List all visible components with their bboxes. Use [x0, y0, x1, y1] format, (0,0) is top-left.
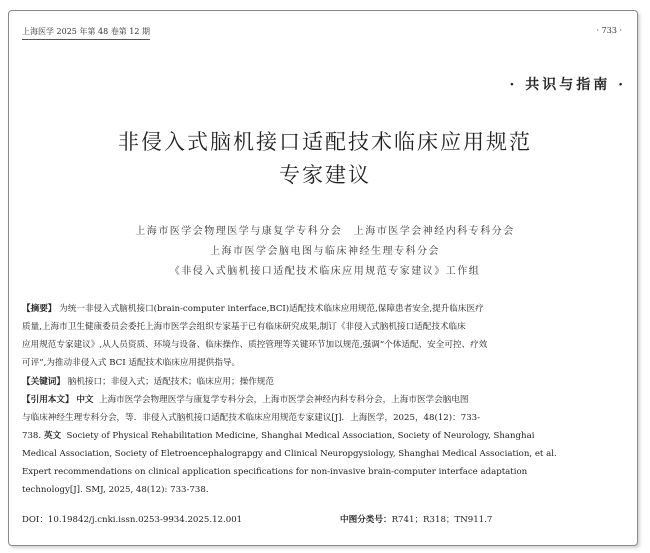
citation: 【引用本文】 中文 上海市医学会物理医学与康复学专科分会，上海市医学会神经内科专科分会，上海市医学会脑电图 与临床神经生理专科分会，等．非侵入式脑机接口适配技术临床应用规范专家建议[J]．上海医学，2025，48(12)：733- 738. 英文 Society of Physical Rehabilitation Medicine, Shanghai Medical Association, Society of Neurology, Shanghai Medical Association, Society of Eletroencephalograpgy and Clinical Neuropgysiology, Shanghai Medical Association, et al. Expert recommendations on clinical application specifications for non-invasive brain-computer interface adaptation technology[J]. SMJ, 2025, 48(12): 733-738.	[22, 391, 632, 499]
author-line-1: 上海市医学会物理医学与康复学专科分会 上海市医学会神经内科专科分会	[135, 226, 515, 237]
article-title-line-1: 非侵入式脑机接口适配技术临床应用规范	[118, 130, 532, 154]
keywords-label: 【关键词】	[22, 377, 65, 387]
journal-header: 上海医学 2025 年第 48 卷第 12 期	[22, 26, 150, 40]
clc-number	[340, 513, 492, 525]
clc-value: R741；R318；TN911.7	[391, 515, 493, 525]
page-number: · 733 ·	[596, 26, 622, 35]
doi: DOI：10.19842/j.cnki.issn.0253-9934.2025.12.001	[22, 515, 243, 525]
citation-line: technology[J]. SMJ, 2025, 48(12): 733-738.	[22, 485, 209, 495]
author-line-2: 上海市医学会脑电图与临床神经生理专科分会	[210, 246, 440, 257]
abstract	[22, 300, 632, 372]
clc-label: 中图分类号：	[340, 515, 392, 525]
citation-line: 738. 英文 Society of Physical Rehabilitation Medicine, Shanghai Medical Association, Society of Neurology, Shanghai	[22, 431, 535, 441]
keywords-text: 脑机接口；非侵入式；适配技术；临床应用；操作规范	[67, 377, 274, 387]
abstract-line: 应用规范专家建议》,从人员资质、环境与设备、临床操作、质控管理等关键环节加以规范,强调“个体适配、安全可控、疗效	[22, 340, 488, 350]
article-title-line-2: 专家建议	[279, 163, 371, 187]
abstract-label: 【摘要】	[22, 304, 57, 314]
citation-line: Expert recommendations on clinical application specifications for non-invasive brain-computer interface adaptation	[22, 467, 528, 477]
citation-label: 【引用本文】	[22, 395, 74, 405]
citation-line: 与临床神经生理专科分会，等．非侵入式脑机接口适配技术临床应用规范专家建议[J]．上海医学，2025，48(12)：733-	[22, 413, 481, 423]
citation-en-label: 英文	[43, 431, 62, 441]
keywords	[22, 373, 632, 391]
author-line-3: 《非侵入式脑机接口适配技术临床应用规范专家建议》工作组	[169, 266, 481, 277]
abstract-line: 【摘要】 为统一非侵入式脑机接口(brain-computer interface,BCI)适配技术临床应用规范,保障患者安全,提升临床医疗	[22, 304, 484, 314]
citation-zh-label: 中文	[76, 395, 94, 405]
section-label: · 共识与指南 ·	[509, 77, 626, 93]
abstract-line: 质量,上海市卫生健康委员会委托上海市医学会组织专家基于已有临床研究成果,制订《非侵入式脑机接口适配技术临床	[22, 322, 466, 332]
citation-line: Medical Association, Society of Eletroencephalograpgy and Clinical Neuropgysiology, Shanghai Medical Association, et al.	[22, 449, 557, 459]
abstract-line: 可评”,为推动非侵入式 BCI 适配技术临床应用提供指导。	[22, 358, 241, 368]
